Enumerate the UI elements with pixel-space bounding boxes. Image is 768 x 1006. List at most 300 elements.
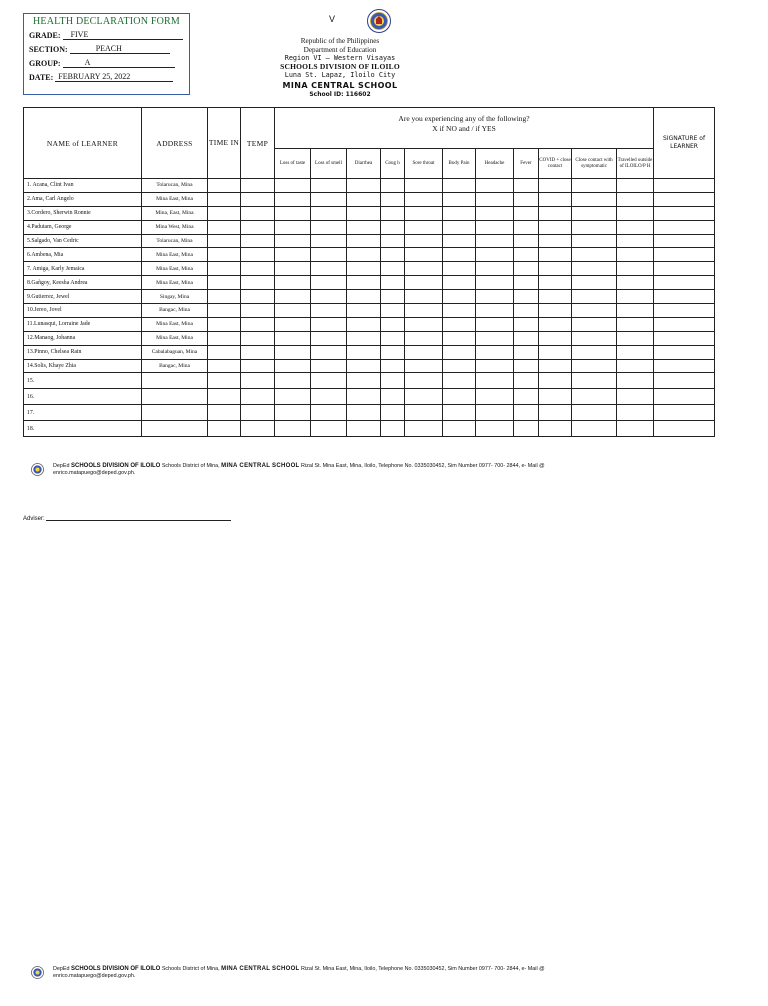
entry-cell[interactable] [311,405,347,421]
entry-cell[interactable] [347,304,381,318]
entry-cell[interactable] [381,290,405,304]
entry-cell[interactable] [539,262,572,276]
entry-cell[interactable] [572,220,617,234]
entry-cell[interactable] [443,359,476,373]
entry-cell[interactable] [617,304,654,318]
entry-cell[interactable] [514,389,539,405]
entry-cell[interactable] [514,304,539,318]
entry-cell[interactable] [208,192,241,206]
entry-cell[interactable] [514,262,539,276]
entry-cell[interactable] [208,179,241,193]
entry-cell[interactable] [208,276,241,290]
entry-cell[interactable] [654,331,715,345]
entry-cell[interactable] [539,373,572,389]
entry-cell[interactable] [654,179,715,193]
entry-cell[interactable] [539,179,572,193]
entry-cell[interactable] [381,262,405,276]
entry-cell[interactable] [311,192,347,206]
entry-cell[interactable] [514,345,539,359]
entry-cell[interactable] [241,331,275,345]
entry-cell[interactable] [539,192,572,206]
entry-cell[interactable] [654,359,715,373]
form-info-box [23,13,190,95]
entry-cell[interactable] [311,304,347,318]
entry-cell[interactable] [311,179,347,193]
entry-cell[interactable] [654,220,715,234]
col-header-time-in: TIME IN [208,108,241,179]
entry-cell[interactable] [654,405,715,421]
entry-cell[interactable] [381,405,405,421]
entry-cell[interactable] [617,290,654,304]
entry-cell[interactable] [275,373,311,389]
entry-cell[interactable] [381,304,405,318]
entry-cell[interactable] [405,373,443,389]
entry-cell[interactable] [514,421,539,437]
entry-cell[interactable] [241,389,275,405]
entry-cell[interactable] [275,220,311,234]
entry-cell[interactable] [443,290,476,304]
entry-cell[interactable] [381,248,405,262]
col-header-name: NAME of LEARNER [24,108,142,179]
entry-cell[interactable] [381,389,405,405]
footer-email: enrico.matapuego@deped.gov.ph. [53,973,136,979]
entry-cell[interactable] [381,234,405,248]
entry-cell[interactable] [617,389,654,405]
entry-cell[interactable] [241,345,275,359]
entry-cell[interactable] [405,179,443,193]
entry-cell[interactable] [443,179,476,193]
entry-cell[interactable] [476,276,514,290]
entry-cell[interactable] [241,359,275,373]
entry-cell[interactable] [208,421,241,437]
entry-cell[interactable] [405,248,443,262]
entry-cell[interactable] [476,192,514,206]
entry-cell[interactable] [514,192,539,206]
entry-cell[interactable] [311,248,347,262]
entry-cell[interactable] [654,389,715,405]
learner-name: 12.Manaog, Johanna [24,331,142,345]
entry-cell[interactable] [443,389,476,405]
entry-cell[interactable] [381,317,405,331]
entry-cell[interactable] [617,262,654,276]
entry-cell[interactable] [572,304,617,318]
question-line-2: X if NO and / if YES [432,124,496,133]
entry-cell[interactable] [514,331,539,345]
entry-cell[interactable] [405,290,443,304]
entry-cell[interactable] [572,405,617,421]
entry-cell[interactable] [347,290,381,304]
entry-cell[interactable] [275,206,311,220]
entry-cell[interactable] [208,262,241,276]
entry-cell[interactable] [572,192,617,206]
table-row [24,405,715,421]
entry-cell[interactable] [381,192,405,206]
entry-cell[interactable] [311,276,347,290]
entry-cell[interactable] [443,331,476,345]
entry-cell[interactable] [539,331,572,345]
table-row [24,179,715,193]
entry-cell[interactable] [381,220,405,234]
entry-cell[interactable] [654,317,715,331]
adviser-label: Adviser: [23,516,45,522]
entry-cell[interactable] [405,262,443,276]
group-label: GROUP: [29,59,61,68]
entry-cell[interactable] [241,276,275,290]
header-school: MINA CENTRAL SCHOOL [282,80,398,90]
entry-cell[interactable] [539,389,572,405]
learner-name: 6.Ambena, Mia [24,248,142,262]
entry-cell[interactable] [514,206,539,220]
col-header-temp: TEMP [241,108,275,179]
entry-cell[interactable] [476,405,514,421]
entry-cell[interactable] [381,373,405,389]
entry-cell[interactable] [275,276,311,290]
entry-cell[interactable] [443,276,476,290]
entry-cell[interactable] [381,421,405,437]
learner-name: 13.Pinno, Chelsea Rain [24,345,142,359]
entry-cell[interactable] [311,421,347,437]
section-line [29,43,184,57]
entry-cell[interactable] [347,317,381,331]
entry-cell[interactable] [572,421,617,437]
entry-cell[interactable] [654,234,715,248]
entry-cell[interactable] [539,234,572,248]
letterhead [220,37,460,100]
entry-cell[interactable] [241,179,275,193]
entry-cell[interactable] [275,192,311,206]
entry-cell[interactable] [572,331,617,345]
entry-cell[interactable] [539,248,572,262]
entry-cell[interactable] [347,192,381,206]
entry-cell[interactable] [241,405,275,421]
entry-cell[interactable] [572,359,617,373]
entry-cell[interactable] [311,290,347,304]
entry-cell[interactable] [443,192,476,206]
grade-label: GRADE: [29,31,61,40]
entry-cell[interactable] [443,206,476,220]
entry-cell[interactable] [654,373,715,389]
entry-cell[interactable] [347,405,381,421]
entry-cell[interactable] [539,276,572,290]
entry-cell[interactable] [208,373,241,389]
entry-cell[interactable] [443,421,476,437]
entry-cell[interactable] [572,345,617,359]
entry-cell[interactable] [311,234,347,248]
entry-cell[interactable] [572,234,617,248]
entry-cell[interactable] [654,304,715,318]
adviser-signature-line [46,520,231,521]
entry-cell[interactable] [572,290,617,304]
entry-cell[interactable] [405,331,443,345]
entry-cell[interactable] [311,317,347,331]
entry-cell[interactable] [443,345,476,359]
entry-cell[interactable] [405,192,443,206]
entry-cell[interactable] [405,304,443,318]
entry-cell[interactable] [381,179,405,193]
footer-deped: DepEd [53,463,70,469]
entry-cell[interactable] [539,206,572,220]
entry-cell[interactable] [514,276,539,290]
entry-cell[interactable] [405,359,443,373]
entry-cell[interactable] [347,331,381,345]
entry-cell[interactable] [208,206,241,220]
entry-cell[interactable] [572,179,617,193]
entry-cell[interactable] [572,206,617,220]
entry-cell[interactable] [617,373,654,389]
learner-address [142,421,208,437]
entry-cell[interactable] [443,248,476,262]
entry-cell[interactable] [443,373,476,389]
entry-cell[interactable] [241,206,275,220]
entry-cell[interactable] [539,290,572,304]
entry-cell[interactable] [654,206,715,220]
entry-cell[interactable] [617,206,654,220]
learner-address: Mina East, Mina [142,192,208,206]
entry-cell[interactable] [514,405,539,421]
entry-cell[interactable] [208,304,241,318]
entry-cell[interactable] [443,304,476,318]
entry-cell[interactable] [539,421,572,437]
entry-cell[interactable] [241,421,275,437]
entry-cell[interactable] [241,290,275,304]
entry-cell[interactable] [539,220,572,234]
entry-cell[interactable] [572,248,617,262]
entry-cell[interactable] [572,276,617,290]
entry-cell[interactable] [241,262,275,276]
entry-cell[interactable] [311,389,347,405]
entry-cell[interactable] [347,345,381,359]
footer-top [31,463,641,477]
entry-cell[interactable] [347,179,381,193]
entry-cell[interactable] [617,317,654,331]
entry-cell[interactable] [208,220,241,234]
table-row [24,359,715,373]
table-row [24,317,715,331]
entry-cell[interactable] [514,317,539,331]
entry-cell[interactable] [617,345,654,359]
entry-cell[interactable] [275,345,311,359]
entry-cell[interactable] [347,373,381,389]
entry-cell[interactable] [275,304,311,318]
entry-cell[interactable] [539,405,572,421]
entry-cell[interactable] [539,359,572,373]
entry-cell[interactable] [311,220,347,234]
entry-cell[interactable] [241,248,275,262]
entry-cell[interactable] [572,317,617,331]
learner-name: 5.Salgado, Van Cedric [24,234,142,248]
entry-cell[interactable] [405,421,443,437]
entry-cell[interactable] [208,317,241,331]
entry-cell[interactable] [654,192,715,206]
entry-cell[interactable] [514,179,539,193]
entry-cell[interactable] [443,234,476,248]
entry-cell[interactable] [275,405,311,421]
group-line [29,57,184,71]
entry-cell[interactable] [654,421,715,437]
entry-cell[interactable] [476,220,514,234]
entry-cell[interactable] [275,290,311,304]
entry-cell[interactable] [514,234,539,248]
entry-cell[interactable] [617,359,654,373]
footer-district: Schools District of Mina, [161,966,220,972]
entry-cell[interactable] [311,345,347,359]
entry-cell[interactable] [347,220,381,234]
entry-cell[interactable] [405,234,443,248]
learner-name: 4.Padutam, George [24,220,142,234]
entry-cell[interactable] [617,192,654,206]
entry-cell[interactable] [617,179,654,193]
entry-cell[interactable] [443,262,476,276]
entry-cell[interactable] [311,373,347,389]
entry-cell[interactable] [476,317,514,331]
entry-cell[interactable] [476,304,514,318]
entry-cell[interactable] [514,290,539,304]
entry-cell[interactable] [241,220,275,234]
entry-cell[interactable] [275,421,311,437]
symptom-header: Diarrhea [347,149,381,179]
entry-cell[interactable] [208,345,241,359]
entry-cell[interactable] [617,405,654,421]
grade-line [29,29,184,43]
entry-cell[interactable] [476,373,514,389]
entry-cell[interactable] [617,276,654,290]
entry-cell[interactable] [241,373,275,389]
entry-cell[interactable] [381,359,405,373]
entry-cell[interactable] [654,290,715,304]
entry-cell[interactable] [617,331,654,345]
entry-cell[interactable] [275,262,311,276]
entry-cell[interactable] [476,421,514,437]
entry-cell[interactable] [514,373,539,389]
learner-name: 1. Acana, Clint Ivan [24,179,142,193]
entry-cell[interactable] [514,248,539,262]
entry-cell[interactable] [617,220,654,234]
entry-cell[interactable] [208,248,241,262]
footer-division: SCHOOLS DIVISION OF ILOILO [70,463,161,469]
symptom-header: COVID + close contact [539,149,572,179]
v-mark: V [329,14,336,24]
learner-name: 10.Jereo, Jovel [24,304,142,318]
entry-cell[interactable] [275,179,311,193]
table-row [24,262,715,276]
entry-cell[interactable] [311,359,347,373]
entry-cell[interactable] [241,192,275,206]
entry-cell[interactable] [347,206,381,220]
table-row [24,290,715,304]
entry-cell[interactable] [405,317,443,331]
entry-cell[interactable] [241,304,275,318]
entry-cell[interactable] [443,220,476,234]
entry-cell[interactable] [405,389,443,405]
entry-cell[interactable] [514,220,539,234]
entry-cell[interactable] [617,248,654,262]
table-row [24,389,715,405]
entry-cell[interactable] [476,290,514,304]
entry-cell[interactable] [572,262,617,276]
entry-cell[interactable] [572,373,617,389]
entry-cell[interactable] [347,276,381,290]
entry-cell[interactable] [208,331,241,345]
entry-cell[interactable] [311,206,347,220]
entry-cell[interactable] [617,234,654,248]
entry-cell[interactable] [539,317,572,331]
entry-cell[interactable] [405,206,443,220]
entry-cell[interactable] [347,234,381,248]
entry-cell[interactable] [514,359,539,373]
entry-cell[interactable] [311,262,347,276]
entry-cell[interactable] [347,421,381,437]
entry-cell[interactable] [476,262,514,276]
entry-cell[interactable] [241,234,275,248]
entry-cell[interactable] [443,405,476,421]
entry-cell[interactable] [443,317,476,331]
entry-cell[interactable] [311,331,347,345]
entry-cell[interactable] [654,248,715,262]
entry-cell[interactable] [405,345,443,359]
entry-cell[interactable] [275,359,311,373]
entry-cell[interactable] [405,405,443,421]
entry-cell[interactable] [654,262,715,276]
entry-cell[interactable] [476,331,514,345]
entry-cell[interactable] [476,389,514,405]
entry-cell[interactable] [275,389,311,405]
learner-address: Mina West, Mina [142,220,208,234]
entry-cell[interactable] [539,304,572,318]
learner-address: Mina East, Mina [142,262,208,276]
entry-cell[interactable] [476,359,514,373]
entry-cell[interactable] [275,248,311,262]
symptom-header: Travelled outside of ILOILO/P H [617,149,654,179]
entry-cell[interactable] [208,389,241,405]
entry-cell[interactable] [572,389,617,405]
entry-cell[interactable] [476,206,514,220]
entry-cell[interactable] [381,345,405,359]
entry-cell[interactable] [275,234,311,248]
entry-cell[interactable] [208,290,241,304]
entry-cell[interactable] [347,359,381,373]
symptom-header: Close contact with symptomatic [572,149,617,179]
entry-cell[interactable] [654,276,715,290]
entry-cell[interactable] [347,262,381,276]
learner-address: Tolarucan, Mina [142,179,208,193]
entry-cell[interactable] [381,331,405,345]
entry-cell[interactable] [476,248,514,262]
footer-school: MINA CENTRAL SCHOOL [221,966,300,972]
entry-cell[interactable] [476,234,514,248]
entry-cell[interactable] [241,317,275,331]
entry-cell[interactable] [405,276,443,290]
entry-cell[interactable] [476,179,514,193]
entry-cell[interactable] [617,421,654,437]
entry-cell[interactable] [381,276,405,290]
footer-email: enrico.matapuego@deped.gov.ph. [53,470,136,476]
entry-cell[interactable] [275,317,311,331]
entry-cell[interactable] [381,206,405,220]
entry-cell[interactable] [405,220,443,234]
entry-cell[interactable] [275,331,311,345]
entry-cell[interactable] [539,345,572,359]
entry-cell[interactable] [347,389,381,405]
entry-cell[interactable] [347,248,381,262]
learner-address: Cabalabaguan, Mina [142,345,208,359]
entry-cell[interactable] [208,359,241,373]
entry-cell[interactable] [476,345,514,359]
entry-cell[interactable] [208,234,241,248]
entry-cell[interactable] [654,345,715,359]
symptom-header: Coug h [381,149,405,179]
entry-cell[interactable] [208,405,241,421]
table-row [24,331,715,345]
